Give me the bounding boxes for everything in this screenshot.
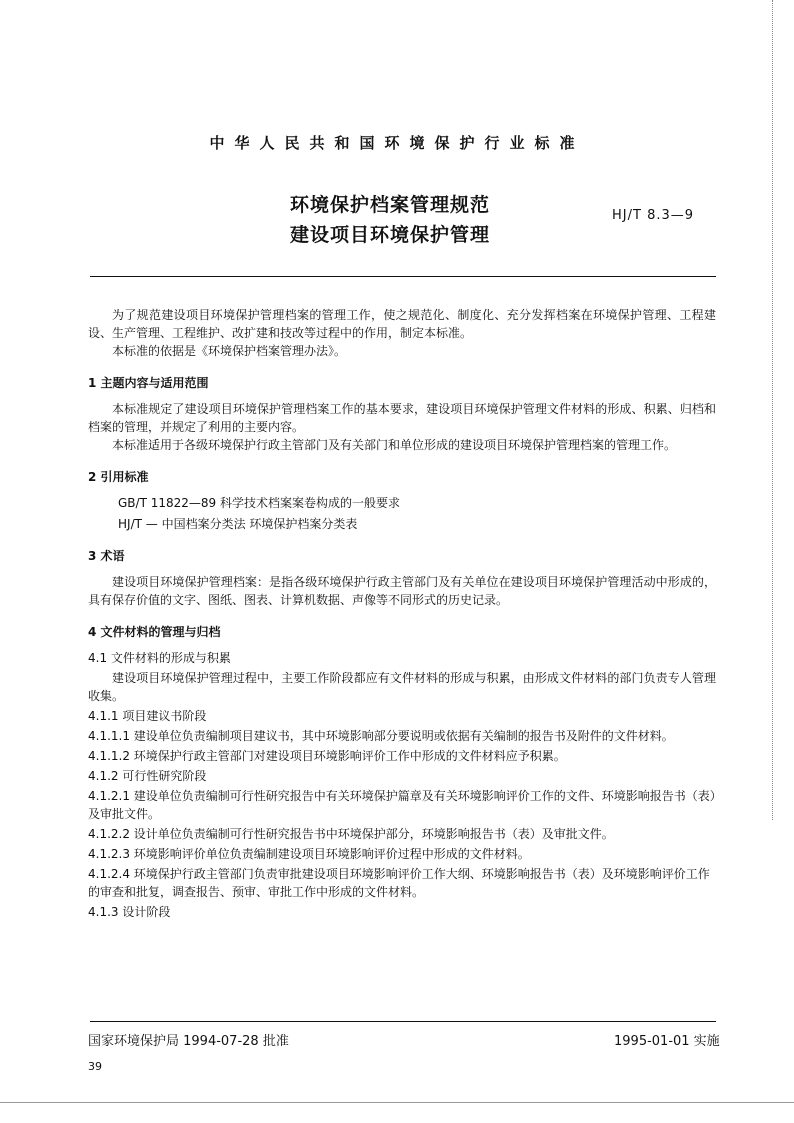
clause-4-1-1-1: 4.1.1.1 建设单位负责编制项目建议书，其中环境影响部分要说明或依据有关编制的报告书及附件的文件材料。 xyxy=(88,729,674,743)
clause-4-1-1: 4.1.1 项目建议书阶段 xyxy=(88,709,207,723)
issuing-organization-line: 中华人民共和国环境保护行业标准 xyxy=(209,134,585,152)
document-title xyxy=(290,190,490,250)
section-1-paragraph-1: 本标准规定了建设项目环境保护管理档案工作的基本要求，建设项目环境保护管理文件材料的形成、积累、归档和档案的管理，并规定了利用的主要内容。 xyxy=(88,402,716,434)
scan-bottom-edge xyxy=(0,1102,794,1103)
approval-date: 国家环境保护局 1994-07-28 批准 xyxy=(88,1034,289,1049)
section-4-heading: 4 文件材料的管理与归档 xyxy=(88,625,221,639)
clause-4-1-2-4: 4.1.2.4 环境保护行政主管部门负责审批建设项目环境影响评价工作大纲、环境影响报告书（表）及环境影响评价工作的审查和批复，调查报告、预审、审批工作中形成的文件材料。 xyxy=(88,867,710,899)
clause-4-1-paragraph: 建设项目环境保护管理过程中，主要工作阶段都应有文件材料的形成与积累，由形成文件材料的部门负责专人管理收集。 xyxy=(88,671,716,703)
section-1-heading: 1 主题内容与适用范围 xyxy=(88,376,209,390)
section-3-heading: 3 术语 xyxy=(88,549,125,563)
clause-4-1-1-2: 4.1.1.2 环境保护行政主管部门对建设项目环境影响评价工作中形成的文件材料应予积累。 xyxy=(88,749,566,763)
document-body xyxy=(88,306,716,923)
title-line-2: 建设项目环境保护管理 xyxy=(290,224,491,246)
section-3-paragraph: 建设项目环境保护管理档案：是指各级环境保护行政主管部门及有关单位在建设项目环境保护管理活动中形成的，具有保存价值的文字、图纸、图表、计算机数据、声像等不同形式的历史记录。 xyxy=(88,575,716,607)
title-line-1: 环境保护档案管理规范 xyxy=(290,194,491,216)
clause-4-1-heading: 4.1 文件材料的形成与积累 xyxy=(88,651,231,665)
section-1-paragraph-2: 本标准适用于各级环境保护行政主管部门及有关部门和单位形成的建设项目环境保护管理档案的管理工作。 xyxy=(112,438,677,452)
scan-edge-mark xyxy=(772,0,773,820)
reference-item: HJ/T — 中国档案分类法 环境保护档案分类表 xyxy=(118,517,358,531)
effective-date: 1995-01-01 实施 xyxy=(614,1034,720,1049)
page-number: 39 xyxy=(88,1060,102,1073)
clause-4-1-3: 4.1.3 设计阶段 xyxy=(88,905,171,919)
reference-item: GB/T 11822—89 科学技术档案案卷构成的一般要求 xyxy=(118,496,400,510)
top-divider xyxy=(90,276,716,277)
section-2-heading: 2 引用标准 xyxy=(88,470,149,484)
clause-4-1-2-3: 4.1.2.3 环境影响评价单位负责编制建设项目环境影响评价过程中形成的文件材料。 xyxy=(88,847,530,861)
clause-4-1-2-1: 4.1.2.1 建设单位负责编制可行性研究报告中有关环境保护篇章及有关环境影响评价工作的文件、环境影响报告书（表）及审批文件。 xyxy=(88,789,716,821)
clause-4-1-2-2: 4.1.2.2 设计单位负责编制可行性研究报告书中环境保护部分，环境影响报告书（表）及审批文件。 xyxy=(88,827,614,841)
intro-paragraph-2: 本标准的依据是《环境保护档案管理办法》。 xyxy=(112,344,347,358)
intro-paragraph-1: 为了规范建设项目环境保护管理档案的管理工作，使之规范化、制度化、充分发挥档案在环境保护管理、工程建设、生产管理、工程维护、改扩建和技改等过程中的作用，制定本标准。 xyxy=(88,308,716,340)
bottom-divider xyxy=(90,1021,716,1022)
clause-4-1-2: 4.1.2 可行性研究阶段 xyxy=(88,769,207,783)
reference-list xyxy=(118,494,716,533)
standard-code: HJ/T 8.3—9 xyxy=(612,208,695,223)
